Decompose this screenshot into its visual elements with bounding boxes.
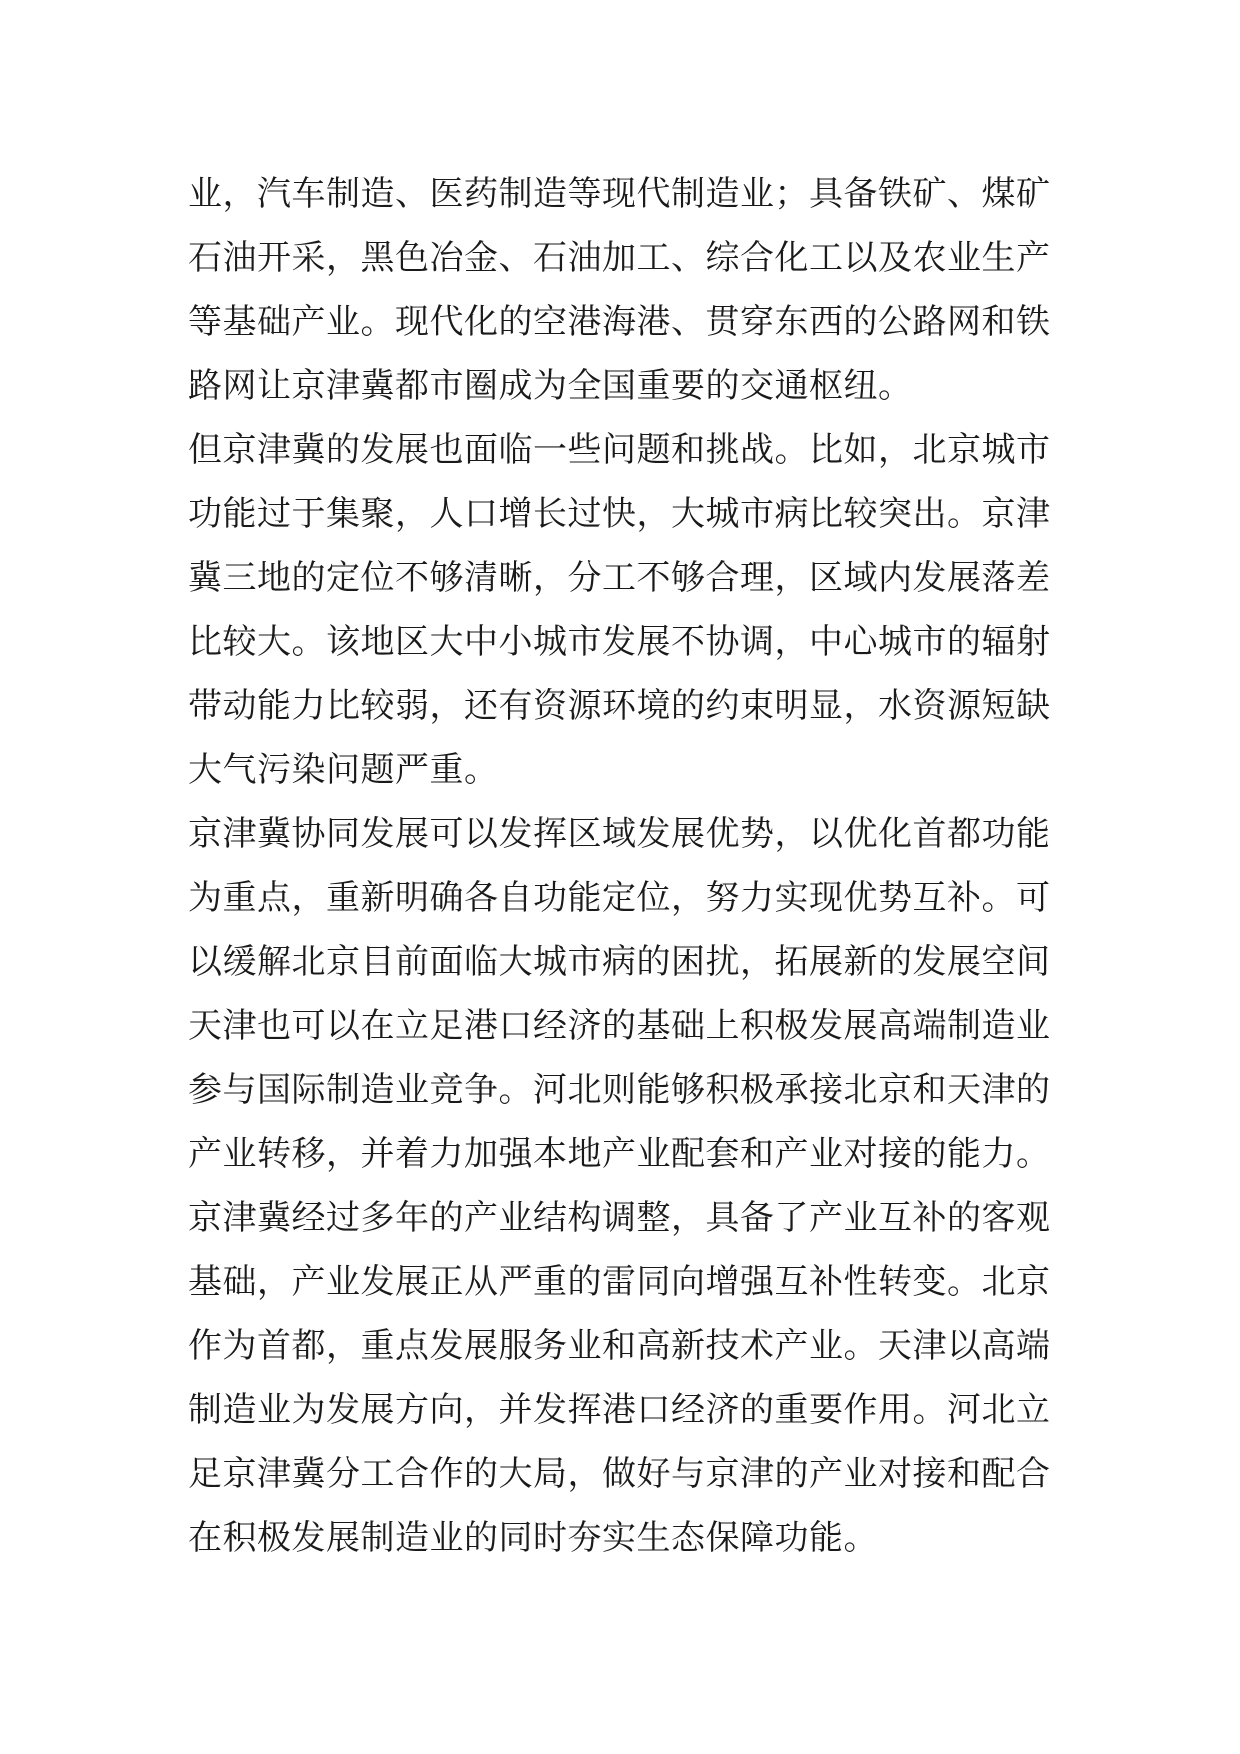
text-line: 路网让京津冀都市圈成为全国重要的交通枢纽。: [188, 366, 913, 406]
text-line: 天津也可以在立足港口经济的基础上积极发展高端制造业: [188, 1006, 1051, 1046]
text-line: 以缓解北京目前面临大城市病的困扰，拓展新的发展空间: [188, 942, 1051, 982]
text-line: 足京津冀分工合作的大局，做好与京津的产业对接和配合: [188, 1454, 1051, 1494]
text-line: 但京津冀的发展也面临一些问题和挑战。比如，北京城市: [188, 430, 1051, 470]
text-line: 功能过于集聚，人口增长过快，大城市病比较突出。京津: [188, 494, 1051, 534]
text-line: 京津冀经过多年的产业结构调整，具备了产业互补的客观: [188, 1198, 1051, 1238]
paragraph: [188, 162, 1068, 418]
text-line: 大气污染问题严重。: [188, 750, 499, 790]
text-line: 制造业为发展方向，并发挥港口经济的重要作用。河北立: [188, 1390, 1051, 1430]
text-line: 作为首都，重点发展服务业和高新技术产业。天津以高端: [188, 1326, 1051, 1366]
text-line: 为重点，重新明确各自功能定位，努力实现优势互补。可: [188, 878, 1051, 918]
text-line: 石油开采，黑色冶金、石油加工、综合化工以及农业生产: [188, 238, 1051, 278]
paragraph: [188, 1186, 1068, 1570]
paragraph: [188, 802, 1068, 1186]
text-line: 业，汽车制造、医药制造等现代制造业；具备铁矿、煤矿: [188, 174, 1051, 214]
text-line: 基础，产业发展正从严重的雷同向增强互补性转变。北京: [188, 1262, 1051, 1302]
text-line: 带动能力比较弱，还有资源环境的约束明显，水资源短缺: [188, 686, 1051, 726]
text-line: 比较大。该地区大中小城市发展不协调，中心城市的辐射: [188, 622, 1051, 662]
text-line: 等基础产业。现代化的空港海港、贯穿东西的公路网和铁: [188, 302, 1051, 342]
text-line: 冀三地的定位不够清晰，分工不够合理，区域内发展落差: [188, 558, 1051, 598]
paragraph: [188, 418, 1068, 802]
text-line: 在积极发展制造业的同时夯实生态保障功能。: [188, 1518, 878, 1558]
text-line: 参与国际制造业竞争。河北则能够积极承接北京和天津的: [188, 1070, 1051, 1110]
text-line: 产业转移，并着力加强本地产业配套和产业对接的能力。: [188, 1134, 1051, 1174]
text-line: 京津冀协同发展可以发挥区域发展优势，以优化首都功能: [188, 814, 1051, 854]
body-text: [188, 162, 1068, 1570]
